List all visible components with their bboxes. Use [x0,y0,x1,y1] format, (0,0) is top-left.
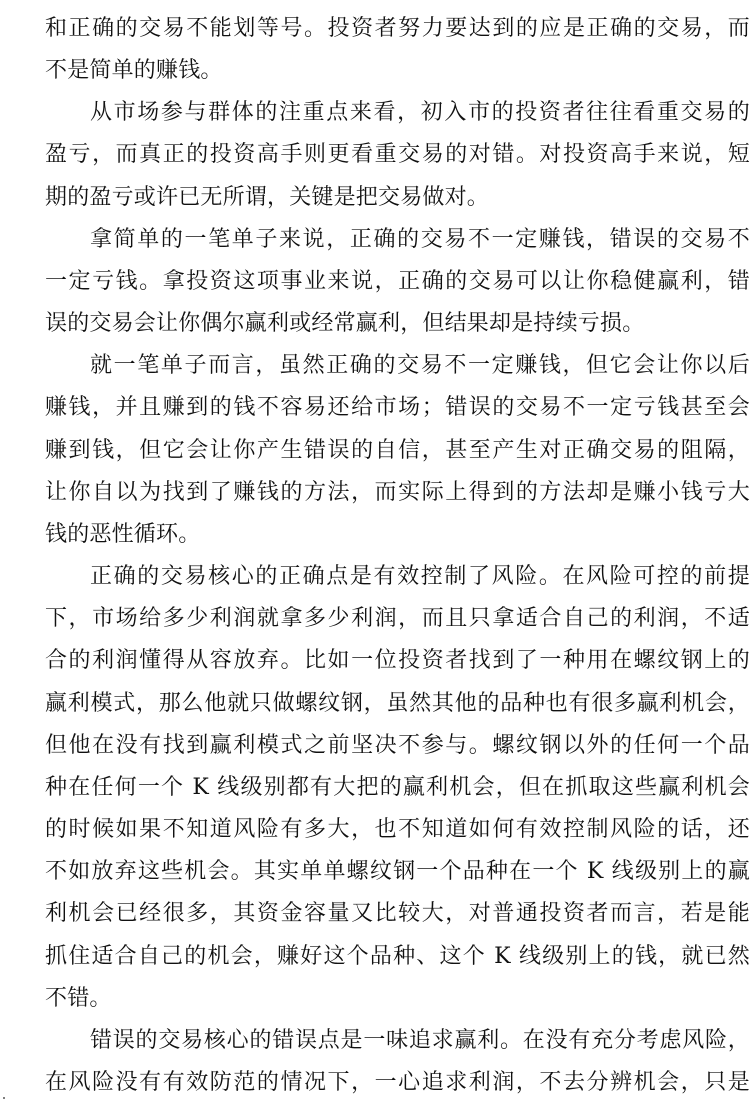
text-line: 一定亏钱。拿投资这项事业来说，正确的交易可以让你稳健赢利，错 [45,269,750,294]
paragraph-first-line: 正确的交易核心的正确点是有效控制了风险。在风险可控的前提 [90,564,750,589]
text-line: 不是简单的赚钱。 [45,58,223,83]
text-line: 赢利模式，那么他就只做螺纹钢，虽然其他的品种也有很多赢利机会， [45,691,750,716]
paragraph-first-line: 从市场参与群体的注重点来看，初入市的投资者往往看重交易的 [90,100,750,125]
text-line: 期的盈亏或许已无所谓，关键是把交易做对。 [45,185,490,210]
paragraph-first-line: 就一笔单子而言，虽然正确的交易不一定赚钱，但它会让你以后 [90,353,750,378]
text-line: 的时候如果不知道风险有多大，也不知道如何有效控制风险的话，还 [45,817,750,842]
paragraph-first-line: 错误的交易核心的错误点是一味追求赢利。在没有充分考虑风险， [90,1028,750,1053]
text-line: 下，市场给多少利润就拿多少利润，而且只拿适合自己的利润，不适 [45,606,750,631]
text-line: 在风险没有有效防范的情况下，一心追求利润，不去分辨机会，只是 [45,1070,750,1095]
text-line: 误的交易会让你偶尔赢利或经常赢利，但结果却是持续亏损。 [45,311,645,336]
text-line: 但他在没有找到赢利模式之前坚决不参与。螺纹钢以外的任何一个品 [45,733,750,758]
text-line: 和正确的交易不能划等号。投资者努力要达到的应是正确的交易，而 [45,16,750,41]
text-line: 利机会已经很多，其资金容量又比较大，对普通投资者而言，若是能 [45,901,750,926]
paragraph-first-line: 拿简单的一笔单子来说，正确的交易不一定赚钱，错误的交易不 [90,227,750,252]
text-line: 抓住适合自己的机会，赚好这个品种、这个 K 线级别上的钱，就已然 [45,944,750,969]
text-line: 盈亏，而真正的投资高手则更看重交易的对错。对投资高手来说，短 [45,142,750,167]
text-line: 不错。 [45,986,112,1011]
text-line: 合的利润懂得从容放弃。比如一位投资者找到了一种用在螺纹钢上的 [45,648,750,673]
text-line: 赚到钱，但它会让你产生错误的自信，甚至产生对正确交易的阻隔， [45,438,750,463]
scan-speck [3,1097,5,1099]
text-line: 不如放弃这些机会。其实单单螺纹钢一个品种在一个 K 线级别上的赢 [45,859,750,884]
text-line: 让你自以为找到了赚钱的方法，而实际上得到的方法却是赚小钱亏大 [45,480,750,505]
text-line: 钱的恶性循环。 [45,522,201,547]
text-line: 赚钱，并且赚到的钱不容易还给市场；错误的交易不一定亏钱甚至会 [45,395,750,420]
text-line: 种在任何一个 K 线级别都有大把的赢利机会，但在抓取这些赢利机会 [45,775,750,800]
